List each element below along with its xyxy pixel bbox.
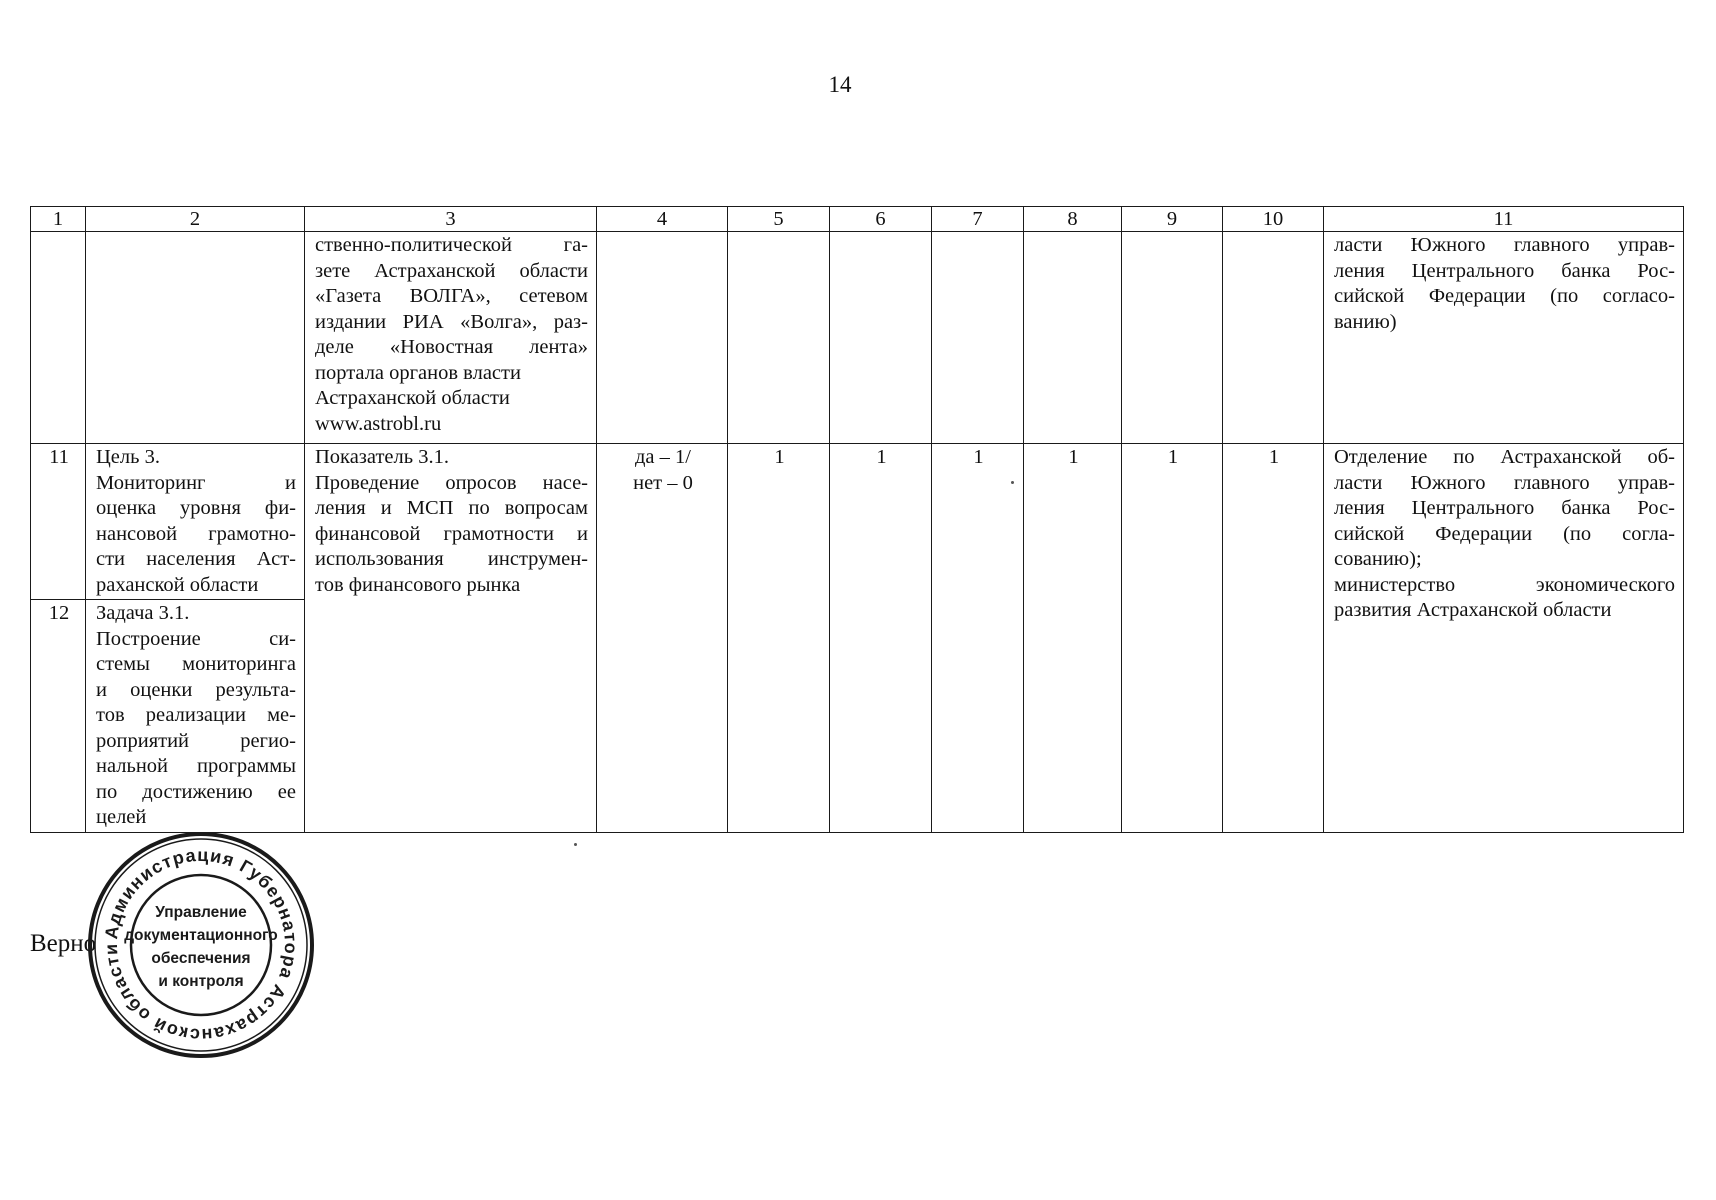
page-number: 14 (828, 72, 852, 97)
scan-speck (1011, 481, 1014, 484)
column-header: 8 (1024, 207, 1122, 232)
seal-center-line: документационного (124, 927, 278, 944)
column-header: 3 (305, 207, 597, 232)
cell-publication-text: ственно-политической га- зете Астраханской области «Газета ВОЛГА», сетевом издании РИА «Волга», раз- деле «Новостная лента» портала органов власти Астраханской области www.astrobl.ru (305, 232, 597, 444)
cell-value: 1 (1223, 444, 1324, 833)
document-table (30, 206, 1684, 833)
continuation-row (31, 232, 1684, 444)
column-header: 6 (830, 207, 932, 232)
cell-responsible: Отделение по Астраханской об- ласти Южного главного управ- ления Центрального банка Рос- сийской Федерации (по согла- сованию); министерство экономического развития Астраханской области (1324, 444, 1684, 833)
seal-outer-ring (90, 834, 312, 1056)
cell-value: 1 (1024, 444, 1122, 833)
column-header: 4 (597, 207, 728, 232)
column-header: 7 (932, 207, 1024, 232)
seal-center-line: и контроля (158, 973, 244, 990)
official-seal-stamp (86, 830, 316, 1060)
scan-speck (574, 843, 577, 846)
column-header: 9 (1122, 207, 1223, 232)
row-number: 11 (31, 444, 86, 600)
seal-inner-ring (131, 875, 271, 1015)
cell-value: 1 (1122, 444, 1223, 833)
cell-indicator: Показатель 3.1. Проведение опросов насе- ления и МСП по вопросам финансовой грамотности и использования инструмен- тов финансового рынка (305, 444, 597, 833)
seal-center-line: обеспечения (151, 950, 251, 967)
cell-value: 1 (728, 444, 830, 833)
column-header: 2 (86, 207, 305, 232)
cell-goal: Цель 3. Мониторинг и оценка уровня фи- нансовой грамотно- сти населения Аст- раханской области (86, 444, 305, 600)
column-header: 5 (728, 207, 830, 232)
column-number-row (31, 207, 1684, 232)
column-header: 11 (1324, 207, 1684, 232)
column-header: 1 (31, 207, 86, 232)
cell-task: Задача 3.1. Построение си- стемы мониторинга и оценки результа- тов реализации ме- роприятий регио- нальной программы по достижению ее целей (86, 600, 305, 833)
table-row-11 (31, 444, 1684, 600)
column-header: 10 (1223, 207, 1324, 232)
verno-label: Верно (30, 930, 97, 957)
row-number: 12 (31, 600, 86, 833)
cell-unit: да – 1/ нет – 0 (597, 444, 728, 833)
cell-value: 1 (830, 444, 932, 833)
cell-responsible-cont: ласти Южного главного управ- ления Центрального банка Рос- сийской Федерации (по согласо- ванию) (1324, 232, 1684, 444)
seal-center-line: Управление (155, 904, 247, 921)
cell-value: 1 (932, 444, 1024, 833)
seal-ring-text: Администрация Губернатора Астраханской области (100, 844, 302, 1046)
